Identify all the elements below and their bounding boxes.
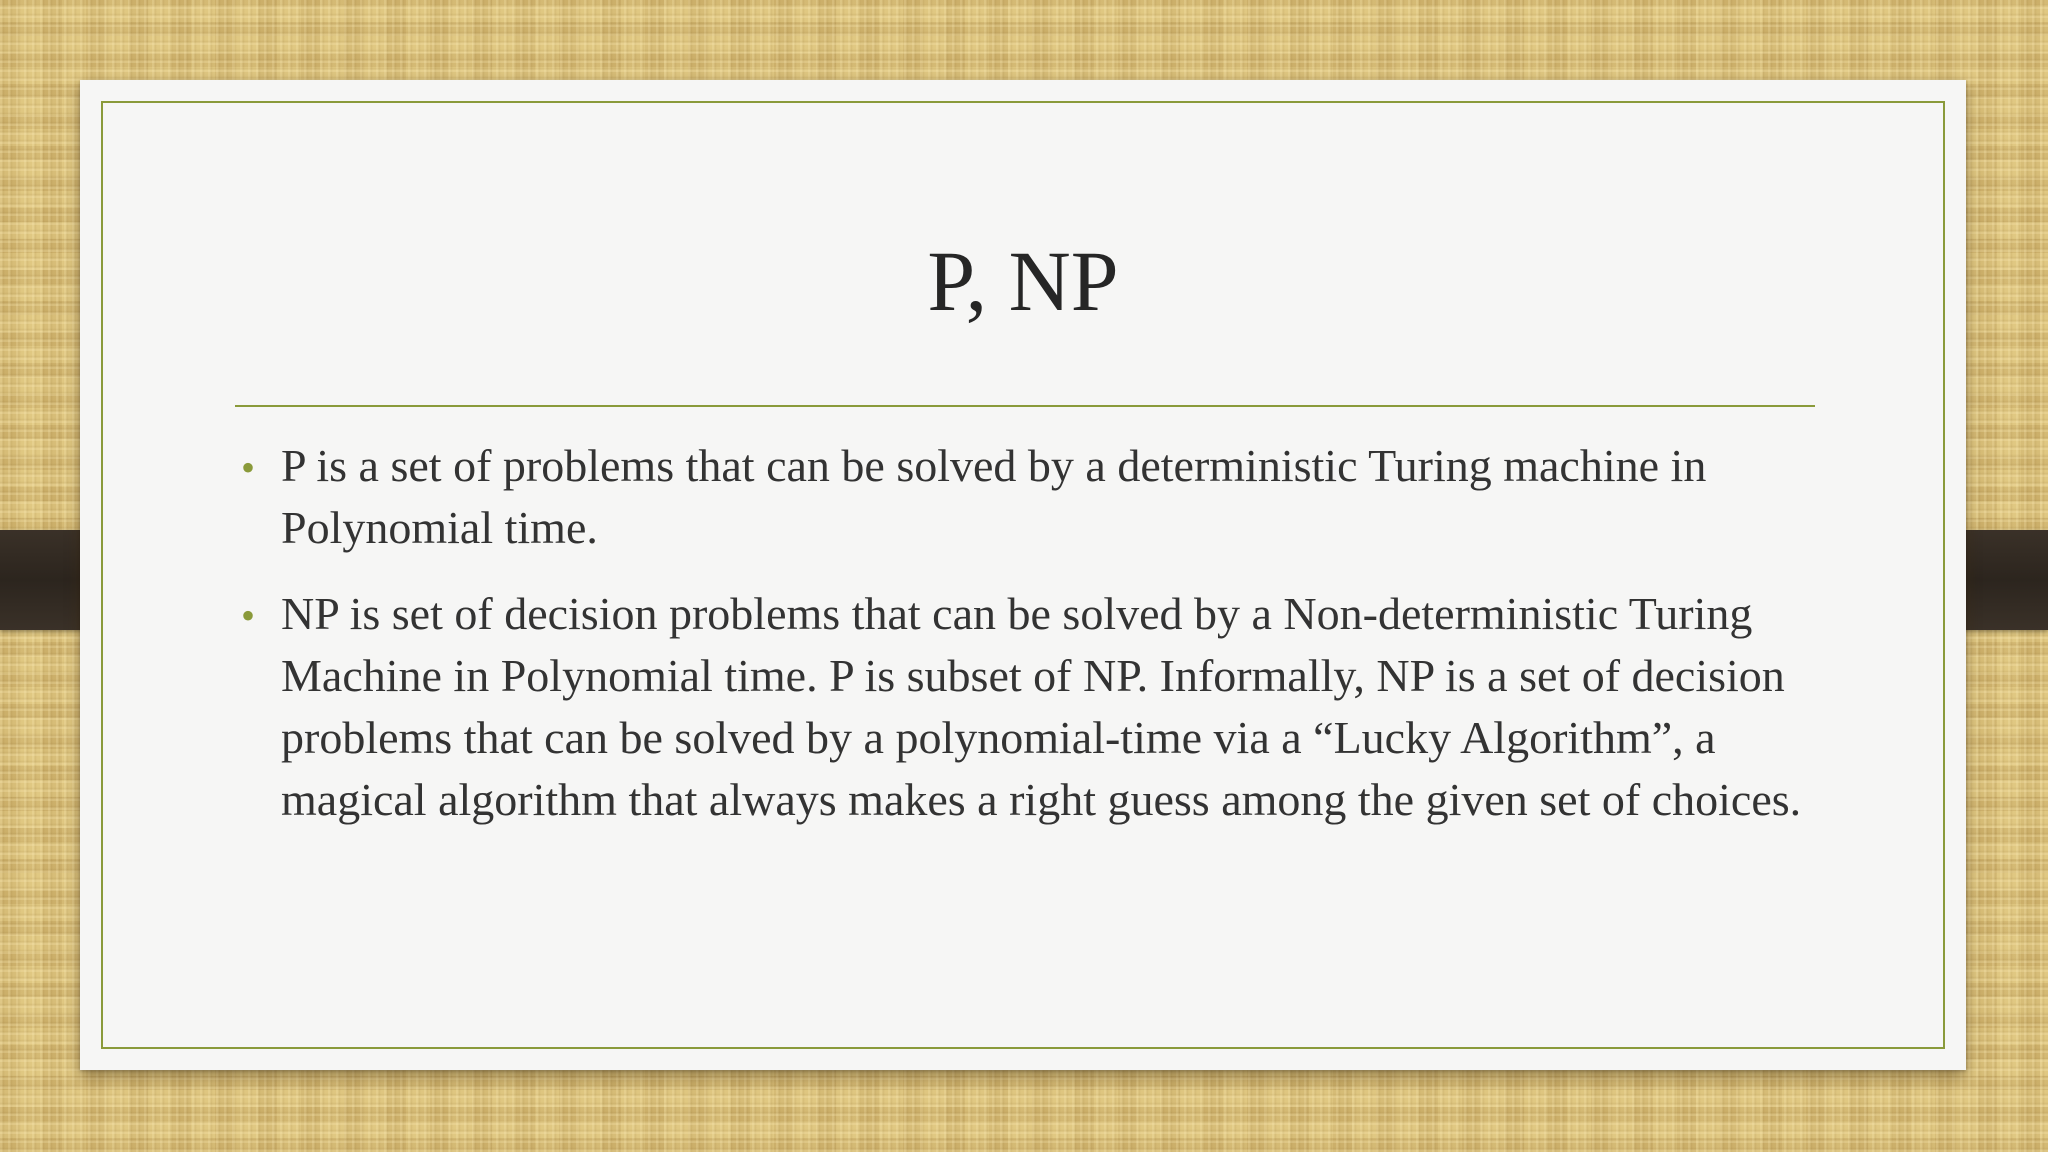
bullet-icon: •	[241, 593, 256, 638]
bullet-text: P is a set of problems that can be solved by a deterministic Turing machine in Polynomial time.	[281, 440, 1707, 553]
bullet-list	[235, 435, 1835, 855]
bullet-icon: •	[241, 445, 256, 490]
bullet-text: NP is set of decision problems that can be solved by a Non-deterministic Turing Machine in Polynomial time. P is subset of NP. Informally, NP is a set of decision problems that can be solved by a polynomial-time via a “Lucky Algorithm”, a magical algorithm that always makes a right guess among the given set of choices.	[281, 588, 1802, 825]
bullet-item	[235, 435, 1835, 559]
title-divider	[235, 405, 1815, 407]
bullet-item	[235, 583, 1835, 831]
slide-card	[80, 80, 1966, 1070]
slide-title: P, NP	[927, 233, 1119, 329]
